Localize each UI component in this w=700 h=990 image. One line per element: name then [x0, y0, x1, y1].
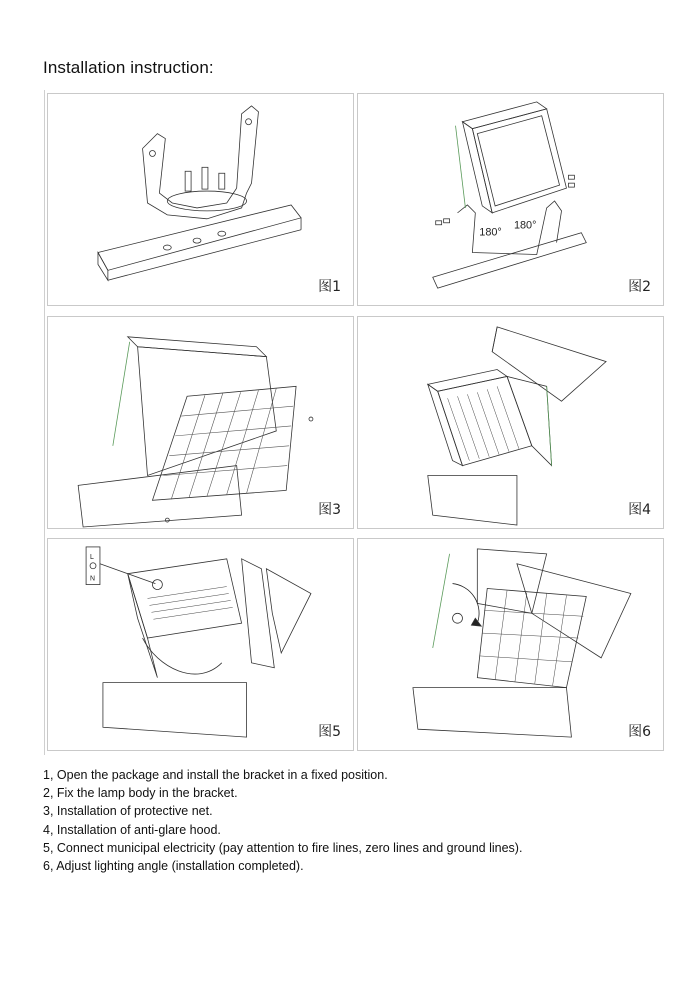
anti-glare-hood-illustration: [358, 317, 663, 528]
figure-1-panel: [47, 93, 354, 306]
terminal-n-label: N: [90, 575, 96, 583]
figure-1-caption: 图1: [318, 279, 341, 295]
figure-2-panel: [357, 93, 664, 306]
figure-2-caption: 图2: [628, 279, 651, 295]
step-1: 1, Open the package and install the bracket in a fixed position.: [43, 768, 388, 782]
electrical-connection-illustration: [48, 539, 353, 750]
protective-net-illustration: [48, 317, 353, 528]
step-4: 4, Installation of anti-glare hood.: [43, 822, 221, 837]
angle-label-left: 180°: [479, 226, 502, 239]
step-5: 5, Connect municipal electricity (pay attention to fire lines, zero lines and ground lines).: [43, 840, 523, 855]
instruction-steps: [43, 766, 522, 875]
lamp-body-illustration: [358, 94, 663, 305]
figure-3-caption: 图3: [318, 502, 341, 518]
bracket-illustration: [48, 94, 353, 305]
figure-6-caption: 图6: [628, 724, 651, 740]
figure-5-caption: 图5: [318, 724, 341, 740]
figure-3-panel: [47, 316, 354, 529]
page-title: Installation instruction:: [43, 58, 214, 77]
step-2: 2, Fix the lamp body in the bracket.: [43, 786, 238, 801]
adjust-angle-illustration: [358, 539, 663, 750]
angle-label-right: 180°: [513, 219, 537, 232]
figure-6-panel: [357, 538, 664, 751]
step-6: 6, Adjust lighting angle (installation completed).: [43, 859, 304, 874]
step-3: 3, Installation of protective net.: [43, 804, 213, 819]
figure-5-panel: [47, 538, 354, 751]
figure-4-caption: 图4: [628, 502, 651, 518]
terminal-l-label: L: [90, 553, 94, 561]
figure-4-panel: [357, 316, 664, 529]
